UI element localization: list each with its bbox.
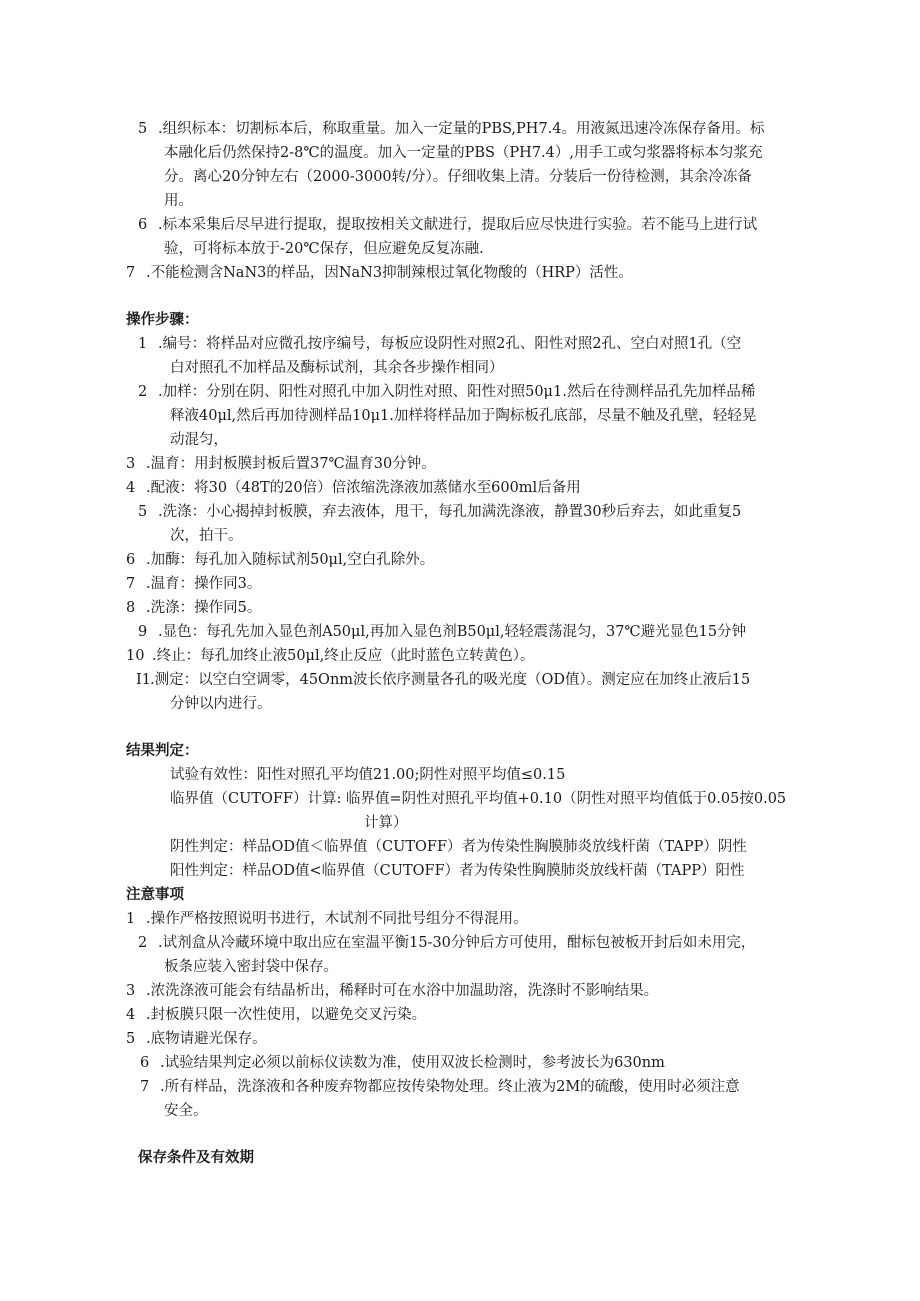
note-text-line: .浓洗涤液可能会有结晶析出，稀释时可在水浴中加温助溶，洗涤时不影响结果。: [146, 983, 659, 999]
note-number: 5: [126, 1031, 136, 1047]
step-text-line: .配液：将30（48T的20倍）倍浓缩洗涤液加蒸储水至600ml后备用: [146, 480, 581, 496]
item-number: 5: [138, 121, 148, 137]
note-number: 2: [138, 935, 148, 951]
step-text-line: .加酶：每孔加入随标试剂50μl,空白孔除外。: [146, 552, 435, 568]
result-line: 试验有效性：阳性对照孔平均值21.00;阴性对照平均值≤0.15: [170, 767, 566, 783]
step-text-line: 白对照孔不加样品及酶标试剂，其余各步操作相同）: [170, 360, 504, 376]
result-line: 临界值（CUTOFF）计算: 临界值=阴性对照孔平均值+0.10（阴性对照平均值低于0.05按0.05: [170, 791, 787, 807]
step-text-line: .编号：将样品对应微孔按序编号，每板应设阴性对照2孔、阳性对照2孔、空白对照1孔（空: [158, 336, 742, 352]
result-heading: 结果判定：: [126, 743, 199, 759]
note-number: 3: [126, 983, 136, 999]
step-text-line: 次，拍干。: [170, 528, 243, 544]
result-line: 计算）: [364, 815, 408, 831]
note-text-line: .试验结果判定必须以前标仪读数为准，使用双波长检测时，参考波长为630nm: [160, 1055, 665, 1071]
step-text-line: 分钟以内进行。: [170, 696, 272, 712]
note-number: 1: [126, 911, 136, 927]
step-text-line: .温育：用封板膜封板后置37℃温育30分钟。: [146, 456, 436, 472]
step-number: 2: [138, 384, 148, 400]
step-text-line: 释液40μl,然后再加待测样品10μ1.加样将样品加于陶标板孔底部，尽量不触及孔壁，轻轻晃: [170, 408, 757, 424]
note-text-line: .封板膜只限一次性使用，以避免交叉污染。: [146, 1007, 427, 1023]
note-number: 6: [140, 1055, 150, 1071]
step-number: 7: [126, 576, 136, 592]
item-number: 6: [138, 217, 148, 233]
note-number: 4: [126, 1007, 136, 1023]
step-text-line: .洗涤：操作同5。: [146, 600, 262, 616]
note-text-line: .操作严格按照说明书进行，木试剂不同批号组分不得混用。: [146, 911, 528, 927]
item-text-line: 验，可将标本放于-20℃保存，但应避免反复冻融.: [164, 241, 484, 257]
procedure-heading: 操作步骤：: [126, 312, 199, 328]
notes-heading: 注意事项: [126, 887, 184, 903]
step-text-line: .温育：操作同3。: [146, 576, 262, 592]
item-text-line: 用。: [164, 193, 193, 209]
step-number: 10: [126, 648, 145, 664]
step-text-line: .终止：每孔加终止液50μl,终止反应（此时蓝色立转黄色）。: [152, 648, 535, 664]
note-text-line: .底物请避光保存。: [146, 1031, 267, 1047]
result-line: 阴性判定：样品OD值＜临界值（CUTOFF）者为传染性胸膜肺炎放线杆菌（TAPP）阴性: [170, 839, 747, 855]
item-text-line: .不能检测含NaN3的样品，因NaN3抑制辣根过氧化物酸的（HRP）活性。: [146, 265, 633, 281]
step-number: 8: [126, 600, 136, 616]
item-text-line: 分。离心20分钟左右（2000-3000转/分）。仔细收集上清。分装后一份待检测，其余冷冻备: [164, 169, 752, 185]
item-text-line: .组织标本：切割标本后，称取重量。加入一定量的PBS,PH7.4。用液氮迅速冷冻保存备用。标: [158, 121, 765, 137]
step-number: I1: [136, 672, 151, 688]
step-text-line: .加样：分别在阴、阳性对照孔中加入阴性对照、阳性对照50μ1.然后在待测样品孔先加样品稀: [158, 384, 756, 400]
note-text-line: 板条应装入密封袋中保存。: [164, 959, 338, 975]
step-number: 4: [126, 480, 136, 496]
step-number: 6: [126, 552, 136, 568]
storage-heading: 保存条件及有效期: [138, 1150, 254, 1166]
note-text-line: 安全。: [164, 1103, 208, 1119]
step-text-line: .显色：每孔先加入显色剂A50μl,再加入显色剂B50μl,轻轻震荡混匀，37℃避光显色15分钟: [158, 624, 747, 640]
step-number: 9: [138, 624, 148, 640]
note-number: 7: [140, 1079, 150, 1095]
step-text-line: 动混匀，: [170, 432, 228, 448]
step-number: 1: [138, 336, 148, 352]
step-number: 3: [126, 456, 136, 472]
step-number: 5: [138, 504, 148, 520]
item-text-line: 本融化后仍然保持2-8℃的温度。加入一定量的PBS（PH7.4）,用手工或匀浆器将标本匀浆充: [164, 145, 763, 161]
item-text-line: .标本采集后尽早进行提取，提取按相关文献进行，提取后应尽快进行实验。若不能马上进行试: [158, 217, 758, 233]
result-line: 阳性判定：样品OD值<临界值（CUTOFF）者为传染性胸膜肺炎放线杆菌（TAPP）阳性: [170, 863, 745, 879]
item-number: 7: [126, 265, 136, 281]
note-text-line: .所有样品，洗涤液和各种废弃物都应按传染物处理。终止液为2M的硫酸，使用时必须注意: [160, 1079, 740, 1095]
step-text-line: .测定：以空白空调零，45Onm波长依序测量各孔的吸光度（OD值）。测定应在加终止液后15: [150, 672, 751, 688]
note-text-line: .试剂盒从冷藏环境中取出应在室温平衡15-30分钟后方可使用，酣标包被板开封后如未用完，: [158, 935, 756, 951]
step-text-line: .洗涤：小心揭掉封板膜，弃去液体，甩干，每孔加满洗涤液，静置30秒后弃去，如此重复5: [158, 504, 742, 520]
